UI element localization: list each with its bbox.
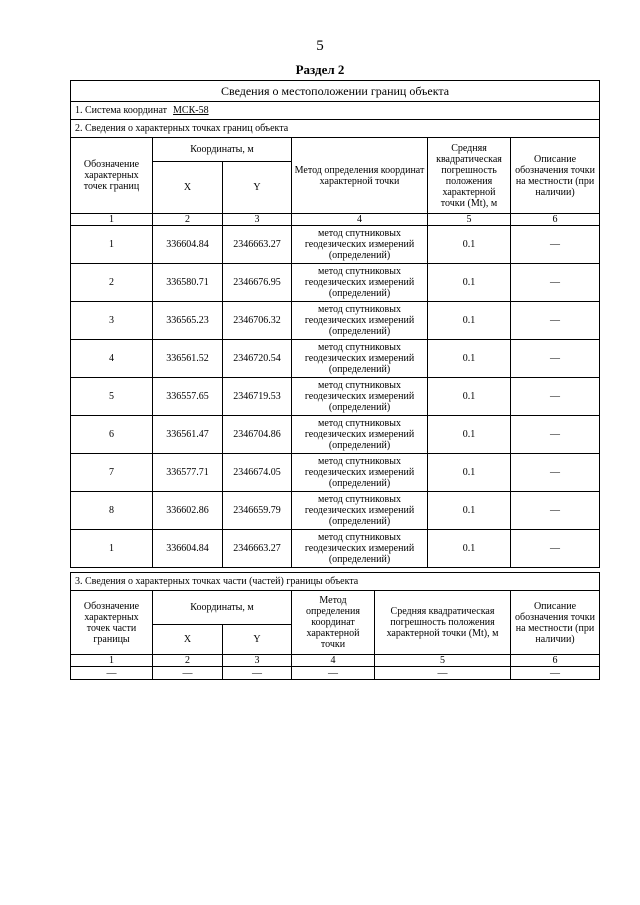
method-cell: метод спутниковых геодезических измерений (определений) xyxy=(292,264,428,302)
header-description: Описание обозначения точки на местности (при наличии) xyxy=(511,138,600,214)
table-row xyxy=(71,340,600,378)
col-number: 2 xyxy=(153,655,223,667)
coord-system-cell xyxy=(71,102,600,120)
part3-colnum-row xyxy=(71,655,600,667)
x-coordinate-cell: 336580.71 xyxy=(153,264,223,302)
header-y: Y xyxy=(223,162,292,214)
empty-cell: — xyxy=(153,667,223,680)
description-cell: — xyxy=(511,530,600,568)
col-number: 4 xyxy=(292,655,375,667)
coord-system-label: 1. Система координат xyxy=(75,105,168,116)
table-row xyxy=(71,378,600,416)
empty-cell: — xyxy=(375,667,511,680)
x-coordinate-cell: 336604.84 xyxy=(153,530,223,568)
y-coordinate-cell: 2346663.27 xyxy=(223,530,292,568)
description-cell: — xyxy=(511,302,600,340)
description-cell: — xyxy=(511,454,600,492)
error-cell: 0.1 xyxy=(428,530,511,568)
col-number: 6 xyxy=(511,214,600,226)
point-rows xyxy=(71,226,600,568)
method-cell: метод спутниковых геодезических измерений (определений) xyxy=(292,416,428,454)
header-method: Метод определения координат характерной точки xyxy=(292,591,375,655)
part2-header-row xyxy=(71,138,600,162)
empty-cell: — xyxy=(223,667,292,680)
part-boundary-points-table xyxy=(70,572,600,680)
method-cell: метод спутниковых геодезических измерений (определений) xyxy=(292,492,428,530)
x-coordinate-cell: 336557.65 xyxy=(153,378,223,416)
point-number-cell: 3 xyxy=(71,302,153,340)
description-cell: — xyxy=(511,226,600,264)
col-number: 6 xyxy=(511,655,600,667)
x-coordinate-cell: 336561.52 xyxy=(153,340,223,378)
y-coordinate-cell: 2346720.54 xyxy=(223,340,292,378)
point-number-cell: 5 xyxy=(71,378,153,416)
col-number: 3 xyxy=(223,214,292,226)
part2-title: 2. Сведения о характерных точках границ объекта xyxy=(71,120,600,138)
error-cell: 0.1 xyxy=(428,378,511,416)
point-number-cell: 2 xyxy=(71,264,153,302)
y-coordinate-cell: 2346676.95 xyxy=(223,264,292,302)
section-title: Раздел 2 xyxy=(295,62,345,77)
method-cell: метод спутниковых геодезических измерений (определений) xyxy=(292,454,428,492)
table-row xyxy=(71,416,600,454)
header-x: X xyxy=(153,162,223,214)
x-coordinate-cell: 336565.23 xyxy=(153,302,223,340)
empty-cell: — xyxy=(292,667,375,680)
header-y: Y xyxy=(223,625,292,655)
error-cell: 0.1 xyxy=(428,340,511,378)
x-coordinate-cell: 336561.47 xyxy=(153,416,223,454)
method-cell: метод спутниковых геодезических измерений (определений) xyxy=(292,226,428,264)
boundary-points-table xyxy=(70,80,600,568)
description-cell: — xyxy=(511,264,600,302)
header-designation: Обозначение характерных точек границ xyxy=(71,138,153,214)
error-cell: 0.1 xyxy=(428,454,511,492)
col-number: 5 xyxy=(428,214,511,226)
point-number-cell: 7 xyxy=(71,454,153,492)
y-coordinate-cell: 2346706.32 xyxy=(223,302,292,340)
error-cell: 0.1 xyxy=(428,264,511,302)
col-number: 4 xyxy=(292,214,428,226)
y-coordinate-cell: 2346659.79 xyxy=(223,492,292,530)
header-designation: Обозначение характерных точек части границы xyxy=(71,591,153,655)
x-coordinate-cell: 336604.84 xyxy=(153,226,223,264)
x-coordinate-cell: 336577.71 xyxy=(153,454,223,492)
table-title-row xyxy=(71,81,600,102)
col-number: 2 xyxy=(153,214,223,226)
y-coordinate-cell: 2346663.27 xyxy=(223,226,292,264)
coord-system-row xyxy=(71,102,600,120)
page-number: 5 xyxy=(316,38,324,54)
description-cell: — xyxy=(511,416,600,454)
header-error: Средняя квадратическая погрешность положения характерной точки (Mt), м xyxy=(428,138,511,214)
empty-cell: — xyxy=(511,667,600,680)
point-number-cell: 8 xyxy=(71,492,153,530)
table-row xyxy=(71,302,600,340)
point-number-cell: 4 xyxy=(71,340,153,378)
coord-system-value: МСК-58 xyxy=(173,105,209,116)
error-cell: 0.1 xyxy=(428,492,511,530)
col-number: 5 xyxy=(375,655,511,667)
col-number: 1 xyxy=(71,214,153,226)
method-cell: метод спутниковых геодезических измерений (определений) xyxy=(292,340,428,378)
point-number-cell: 6 xyxy=(71,416,153,454)
description-cell: — xyxy=(511,378,600,416)
description-cell: — xyxy=(511,340,600,378)
part2-title-row xyxy=(71,120,600,138)
header-coordinates: Координаты, м xyxy=(153,591,292,625)
y-coordinate-cell: 2346704.86 xyxy=(223,416,292,454)
table-row xyxy=(71,226,600,264)
point-number-cell: 1 xyxy=(71,226,153,264)
part3-empty-row xyxy=(71,667,600,680)
y-coordinate-cell: 2346674.05 xyxy=(223,454,292,492)
col-number: 3 xyxy=(223,655,292,667)
part3-title: 3. Сведения о характерных точках части (частей) границы объекта xyxy=(71,573,600,591)
error-cell: 0.1 xyxy=(428,416,511,454)
table-row xyxy=(71,264,600,302)
header-method: Метод определения координат характерной точки xyxy=(292,138,428,214)
table-title: Сведения о местоположении границ объекта xyxy=(71,81,600,102)
table-row xyxy=(71,492,600,530)
error-cell: 0.1 xyxy=(428,226,511,264)
table-row xyxy=(71,530,600,568)
x-coordinate-cell: 336602.86 xyxy=(153,492,223,530)
part3-header-row xyxy=(71,591,600,625)
part2-colnum-row xyxy=(71,214,600,226)
part3-title-row xyxy=(71,573,600,591)
method-cell: метод спутниковых геодезических измерений (определений) xyxy=(292,302,428,340)
method-cell: метод спутниковых геодезических измерений (определений) xyxy=(292,378,428,416)
header-x: X xyxy=(153,625,223,655)
empty-cell: — xyxy=(71,667,153,680)
table-row xyxy=(71,454,600,492)
col-number: 1 xyxy=(71,655,153,667)
header-error: Средняя квадратическая погрешность положения характерной точки (Mt), м xyxy=(375,591,511,655)
point-number-cell: 1 xyxy=(71,530,153,568)
error-cell: 0.1 xyxy=(428,302,511,340)
description-cell: — xyxy=(511,492,600,530)
header-description: Описание обозначения точки на местности (при наличии) xyxy=(511,591,600,655)
y-coordinate-cell: 2346719.53 xyxy=(223,378,292,416)
method-cell: метод спутниковых геодезических измерений (определений) xyxy=(292,530,428,568)
header-coordinates: Координаты, м xyxy=(153,138,292,162)
